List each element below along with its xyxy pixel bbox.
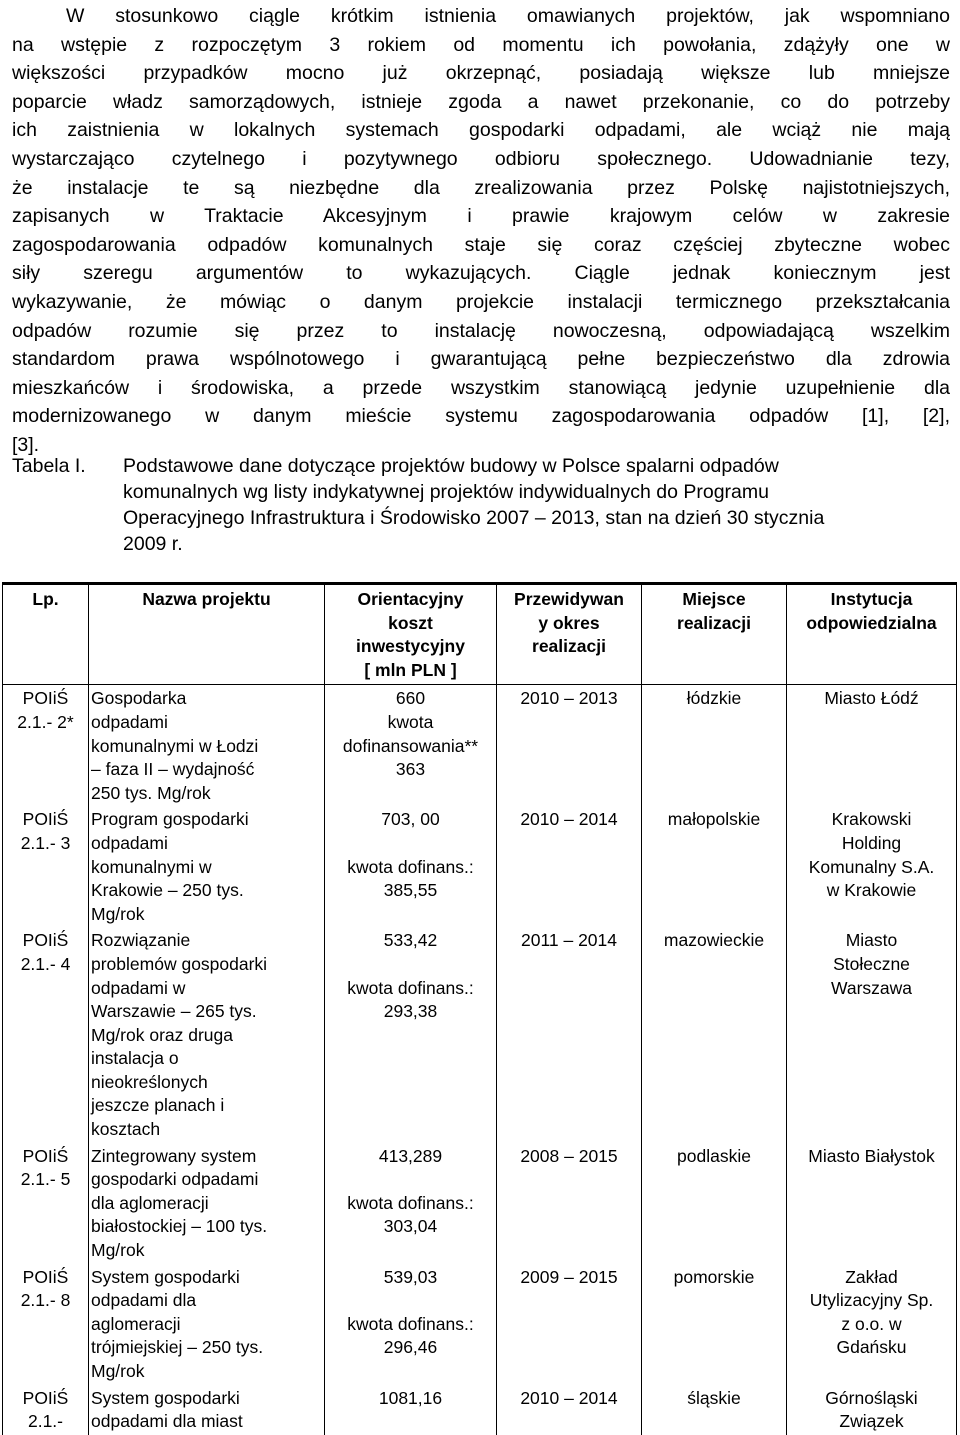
project-name-text: białostockiej – 100 tys. — [91, 1216, 268, 1237]
cell-project-name — [89, 685, 325, 806]
project-name-text: Warszawie – 265 tys. — [91, 1001, 257, 1022]
caption-line: Podstawowe dane dotyczące projektów budowy w Polsce spalarni odpadów — [123, 455, 779, 477]
lp-text: POIiŚ — [22, 1266, 69, 1287]
table-row — [3, 927, 957, 1142]
project-name-text: aglomeracji — [91, 1313, 181, 1334]
cell-place — [642, 1143, 787, 1264]
project-name-text: odpadami — [91, 711, 168, 732]
cell-period — [497, 685, 642, 806]
period-text: 2010 – 2014 — [520, 809, 618, 830]
paragraph-line: odpadów rozumie się przez to instalację nowoczesną, odpowiadającą wszelkim — [12, 319, 950, 342]
projects-table — [2, 582, 957, 1435]
paragraph-line: zapisanych w Traktacie Akcesyjnym i prawie krajowym celów w zakresie — [12, 205, 950, 228]
project-name-text: nieokreślonych — [91, 1071, 208, 1092]
place-text: pomorskie — [673, 1266, 755, 1287]
lp-text: POIiŚ — [22, 1387, 69, 1408]
cost-total: 539,03 — [383, 1266, 438, 1287]
project-name-text: instalacja o — [91, 1048, 179, 1069]
paragraph-line: mieszkańców i środowiska, a przede wszystkim stanowiącą jedynie uzupełnienie dla — [12, 376, 950, 399]
header-project-name — [89, 584, 325, 685]
caption-line: Operacyjnego Infrastruktura i Środowisko 2007 – 2013, stan na dzień 30 stycznia — [123, 507, 825, 529]
cost-total: 703, 00 — [381, 809, 440, 830]
cost-cofinancing: 296,46 — [383, 1337, 438, 1358]
institution-text: Holding — [841, 832, 902, 853]
paragraph-line: wykazywanie, że mówiąc o danym projekcie instalacji termicznego przekształcania — [12, 290, 950, 313]
caption-line: komunalnych wg listy indykatywnej projektów indywidualnych do Programu — [123, 481, 769, 503]
cell-cost — [325, 685, 497, 806]
paragraph-line: standardom prawa wspólnotowego i gwarantującą pełne bezpieczeństwo dla zdrowia — [12, 348, 950, 371]
project-name-text: odpadami dla miast — [91, 1411, 243, 1432]
header-lp — [3, 584, 89, 685]
project-name-text: Krakowie – 250 tys. — [91, 880, 244, 901]
header-text: Nazwa projektu — [142, 589, 271, 609]
project-name-text: System gospodarki — [91, 1266, 240, 1287]
cell-institution — [787, 927, 957, 1142]
project-name-text: Gospodarka — [91, 688, 187, 709]
cell-place — [642, 806, 787, 927]
cost-total: 533,42 — [383, 930, 438, 951]
period-text: 2009 – 2015 — [520, 1266, 618, 1287]
project-name-text: Mg/rok — [91, 1361, 145, 1381]
project-name-text: Zintegrowany system — [91, 1145, 257, 1166]
cell-period — [497, 1264, 642, 1385]
cell-project-name — [89, 1264, 325, 1385]
paragraph-line: siły szeregu argumentów to wykazujących. Ciągle jednak koniecznym jest — [12, 262, 950, 285]
period-text: 2011 – 2014 — [520, 930, 618, 951]
institution-text: Miasto Łódź — [824, 688, 919, 709]
header-text: inwestycyjny — [356, 636, 465, 657]
period-text: 2008 – 2015 — [520, 1145, 618, 1166]
place-text: małopolskie — [667, 809, 761, 830]
table-row — [3, 1385, 957, 1435]
place-text: podlaskie — [677, 1145, 751, 1166]
cost-cofinancing: 293,38 — [383, 1001, 438, 1022]
institution-text: Stołeczne — [833, 953, 910, 974]
cost-spacer — [327, 832, 494, 856]
cost-cofinancing: kwota dofinans.: — [347, 1313, 474, 1334]
cell-period — [497, 927, 642, 1142]
paragraph-line: wystarczająco czytelnego i pozytywnego odbioru społecznego. Udowadnianie tezy, — [12, 147, 950, 170]
header-text: Przewidywan — [514, 589, 624, 609]
header-text: Instytucja — [830, 589, 913, 609]
table-label: Tabela I. — [12, 455, 86, 477]
cell-lp — [3, 1385, 89, 1435]
project-name-text: Rozwiązanie — [91, 930, 191, 951]
cost-total: 413,289 — [378, 1145, 443, 1166]
cell-project-name — [89, 1385, 325, 1435]
paragraph-line: większości przypadków mocno już okrzepnąć, posiadają większe lub mniejsze — [12, 62, 950, 85]
cell-project-name — [89, 1143, 325, 1264]
project-name-text: komunalnymi w Łodzi — [91, 735, 259, 756]
cell-place — [642, 1385, 787, 1435]
lp-text: 2.1.- 8 — [20, 1290, 71, 1311]
institution-text: w Krakowie — [826, 880, 917, 901]
project-name-text: trójmiejskiej – 250 tys. — [91, 1337, 264, 1358]
cell-cost — [325, 806, 497, 927]
institution-text: Zakład — [845, 1266, 898, 1287]
paragraph-line: poparcie władz samorządowych, istnieje zgoda a nawet przekonanie, co do potrzeby — [12, 90, 950, 113]
cost-cofinancing: 303,04 — [383, 1216, 438, 1237]
project-name-text: dla aglomeracji — [91, 1192, 209, 1213]
cell-institution — [787, 806, 957, 927]
cell-institution — [787, 1264, 957, 1385]
cell-place — [642, 685, 787, 806]
header-cost — [325, 584, 497, 685]
project-name-text: odpadami — [91, 832, 168, 853]
paragraph-line: modernizowanego w danym mieście systemu zagospodarowania odpadów [1], [2], — [12, 405, 950, 428]
paragraph-line: zagospodarowania odpadów komunalnych staje się coraz częściej zbyteczne wobec — [12, 233, 950, 256]
header-text: realizacji — [532, 636, 606, 657]
project-name-text: – faza II – wydajność — [91, 759, 255, 780]
table-row — [3, 1264, 957, 1385]
table-title — [123, 453, 950, 557]
cell-lp — [3, 927, 89, 1142]
lp-text: POIiŚ — [22, 1145, 69, 1166]
cost-cofinancing: 385,55 — [383, 880, 438, 901]
institution-text: Utylizacyjny Sp. — [809, 1290, 934, 1311]
institution-text: Gdańsku — [836, 1337, 907, 1358]
table-header-row — [3, 584, 957, 685]
lp-text: 2.1.- 3 — [20, 832, 71, 853]
cost-cofinancing: 363 — [395, 759, 426, 780]
cell-cost — [325, 927, 497, 1142]
project-name-text: jeszcze planach i — [91, 1095, 225, 1116]
cost-total: 660 — [395, 688, 426, 709]
paragraph-line: na wstępie z rozpoczętym 3 rokiem od momentu ich powołania, zdążyły one w — [12, 33, 950, 56]
paragraph-line: [3]. — [12, 433, 40, 456]
header-text: y okres — [538, 612, 600, 633]
header-text: Lp. — [32, 589, 59, 609]
cell-institution — [787, 1143, 957, 1264]
period-text: 2010 – 2013 — [520, 688, 618, 709]
project-name-text: Mg/rok oraz druga — [91, 1024, 234, 1045]
table-row — [3, 685, 957, 806]
institution-text: Górnośląski — [825, 1387, 918, 1408]
place-text: łódzkie — [686, 688, 742, 709]
lp-text: 2.1.- 5 — [20, 1169, 71, 1190]
cost-spacer — [327, 1168, 494, 1192]
institution-text: Warszawa — [830, 977, 913, 998]
cell-cost — [325, 1264, 497, 1385]
cell-lp — [3, 685, 89, 806]
cost-spacer — [327, 1289, 494, 1313]
paragraph-line: ich zaistnienia w lokalnych systemach gospodarki odpadami, ale wciąż nie mają — [12, 119, 950, 142]
cost-spacer — [327, 953, 494, 977]
cell-cost — [325, 1385, 497, 1435]
institution-text: Komunalny S.A. — [808, 856, 935, 877]
header-period — [497, 584, 642, 685]
project-name-text: problemów gospodarki — [91, 953, 268, 974]
cost-cofinancing: kwota dofinans.: — [347, 977, 474, 998]
institution-text: Krakowski — [831, 809, 912, 830]
cell-project-name — [89, 927, 325, 1142]
project-name-text: 250 tys. Mg/rok — [91, 782, 211, 803]
project-name-text: Program gospodarki — [91, 809, 249, 830]
project-name-text: Mg/rok — [91, 1240, 145, 1261]
cell-institution — [787, 685, 957, 806]
place-text: śląskie — [687, 1387, 741, 1408]
caption-line: 2009 r. — [123, 533, 183, 555]
cell-lp — [3, 806, 89, 927]
project-name-text: komunalnymi w — [91, 856, 212, 877]
table-body — [3, 685, 957, 1435]
lp-text: 2.1.- 2* — [17, 711, 74, 732]
header-institution — [787, 584, 957, 685]
project-name-text: gospodarki odpadami — [91, 1169, 259, 1190]
lp-text: 2.1.- 4 — [20, 953, 71, 974]
lp-text: 2.1.- — [27, 1411, 64, 1432]
cost-cofinancing: kwota dofinans.: — [347, 1192, 474, 1213]
cell-period — [497, 806, 642, 927]
cell-place — [642, 927, 787, 1142]
paragraph-line: W stosunkowo ciągle krótkim istnienia omawianych projektów, jak wspomniano — [66, 5, 950, 27]
project-name-text: odpadami w — [91, 977, 186, 998]
cost-total: 1081,16 — [378, 1387, 443, 1408]
institution-text: z o.o. w — [841, 1313, 902, 1334]
table-row — [3, 1143, 957, 1264]
lp-text: POIiŚ — [22, 930, 69, 951]
place-text: mazowieckie — [663, 930, 765, 951]
cell-period — [497, 1385, 642, 1435]
project-name-text: Mg/rok — [91, 903, 145, 924]
header-text: koszt — [388, 612, 433, 633]
institution-text: Miasto Białystok — [808, 1145, 935, 1166]
cost-cofinancing: dofinansowania** — [342, 735, 479, 756]
cell-project-name — [89, 806, 325, 927]
project-name-text: System gospodarki — [91, 1387, 240, 1408]
header-text: odpowiedzialna — [806, 612, 937, 633]
lp-text: POIiŚ — [22, 688, 69, 709]
institution-text: Związek — [839, 1411, 904, 1432]
institution-text: Miasto — [845, 930, 898, 951]
cell-lp — [3, 1264, 89, 1385]
cost-cofinancing: kwota — [387, 711, 434, 732]
body-paragraph — [12, 2, 950, 460]
header-text: [ mln PLN ] — [364, 659, 457, 680]
header-place — [642, 584, 787, 685]
header-text: realizacji — [677, 612, 751, 633]
cell-period — [497, 1143, 642, 1264]
header-text: Orientacyjny — [357, 589, 464, 609]
cell-institution — [787, 1385, 957, 1435]
project-name-text: odpadami dla — [91, 1290, 197, 1311]
table-row — [3, 806, 957, 927]
period-text: 2010 – 2014 — [520, 1387, 618, 1408]
paragraph-line: że instalacje te są niezbędne dla zrealizowania przez Polskę najistotniejszych, — [12, 176, 950, 199]
header-text: Miejsce — [682, 589, 746, 609]
cell-lp — [3, 1143, 89, 1264]
lp-text: POIiŚ — [22, 809, 69, 830]
cost-cofinancing: kwota dofinans.: — [347, 856, 474, 877]
cell-place — [642, 1264, 787, 1385]
cell-cost — [325, 1143, 497, 1264]
project-name-text: kosztach — [91, 1119, 161, 1140]
